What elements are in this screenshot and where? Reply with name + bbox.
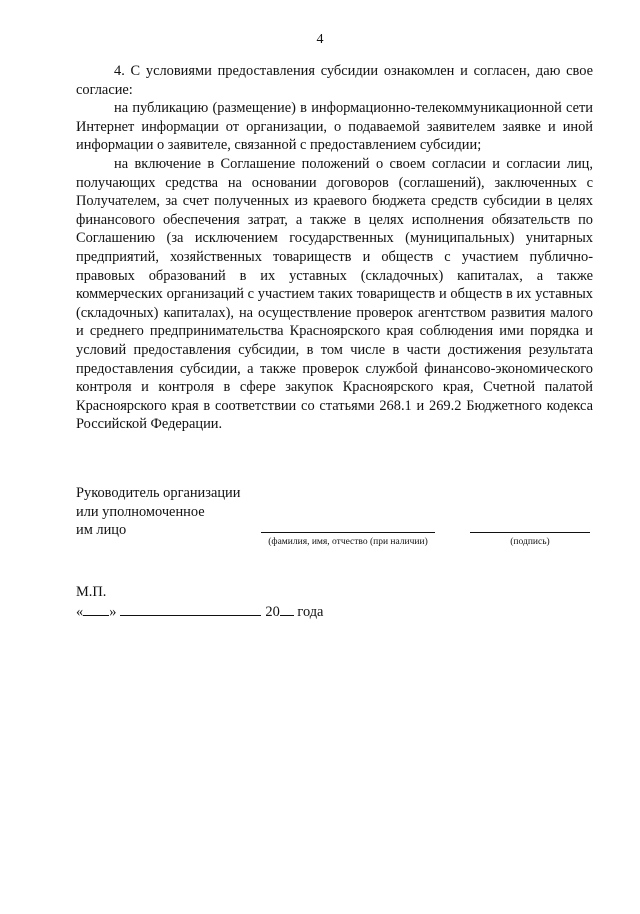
- date-close-quote: »: [109, 604, 117, 620]
- date-day-blank: [83, 602, 109, 616]
- signatory-role-line: Руководитель организации: [76, 485, 241, 501]
- consent-body: [76, 62, 593, 434]
- date-year-suffix: года: [293, 604, 324, 620]
- date-open-quote: «: [76, 604, 84, 620]
- date-month-blank: [120, 602, 261, 616]
- signature-caption: (подпись): [510, 537, 550, 547]
- consent-paragraph-3: на включение в Соглашение положений о своем согласии и согласии лиц, получающих средства на основании договоров (соглашений), заключенных с Получателем, за счет полученных из краевого бюджета средств субсидии в целях финансового обеспечения затрат, а также в целях исполнения обязательств по Соглашению (за исключением государственных (муниципальных) унитарных предприятий, хозяйственных товариществ и обществ с участием публично-правовых образований в их уставных (складочных) капиталах, а также коммерческих организаций с участием таких товариществ и обществ в их уставных (складочных) капиталах), на осуществление проверок агентством развития малого и среднего предпринимательства Красноярского края соблюдения ими порядка и условий предоставления субсидии, в том числе в части достижения результата предоставления субсидии, а также проверок службой финансово-экономического контроля и контроля в сфере закупок Красноярского края, Счетной палатой Красноярского края в соответствии со статьями 268.1 и 269.2 Бюджетного кодекса Российской Федерации.: [76, 155, 593, 433]
- stamp-label: М.П.: [76, 584, 107, 600]
- date-year-prefix: 20: [265, 604, 280, 620]
- consent-paragraph-2: на публикацию (размещение) в информационно-телекоммуникационной сети Интернет информации от организации, о подаваемой заявителем заявке и иной информации о заявителе, связанной с предоставлением субсидии;: [76, 100, 593, 154]
- full-name-line: [261, 532, 435, 533]
- date-line: [76, 602, 323, 621]
- signature-line: [470, 532, 590, 533]
- consent-paragraph-1: 4. С условиями предоставления субсидии ознакомлен и согласен, даю свое согласие:: [76, 63, 593, 98]
- signatory-role-line: им лицо: [76, 522, 127, 539]
- page-number: 4: [316, 32, 324, 47]
- signatory-role: [76, 484, 240, 540]
- date-year-blank: [280, 602, 294, 616]
- full-name-caption: (фамилия, имя, отчество (при наличии): [268, 537, 428, 547]
- signatory-role-line: или уполномоченное: [76, 503, 205, 520]
